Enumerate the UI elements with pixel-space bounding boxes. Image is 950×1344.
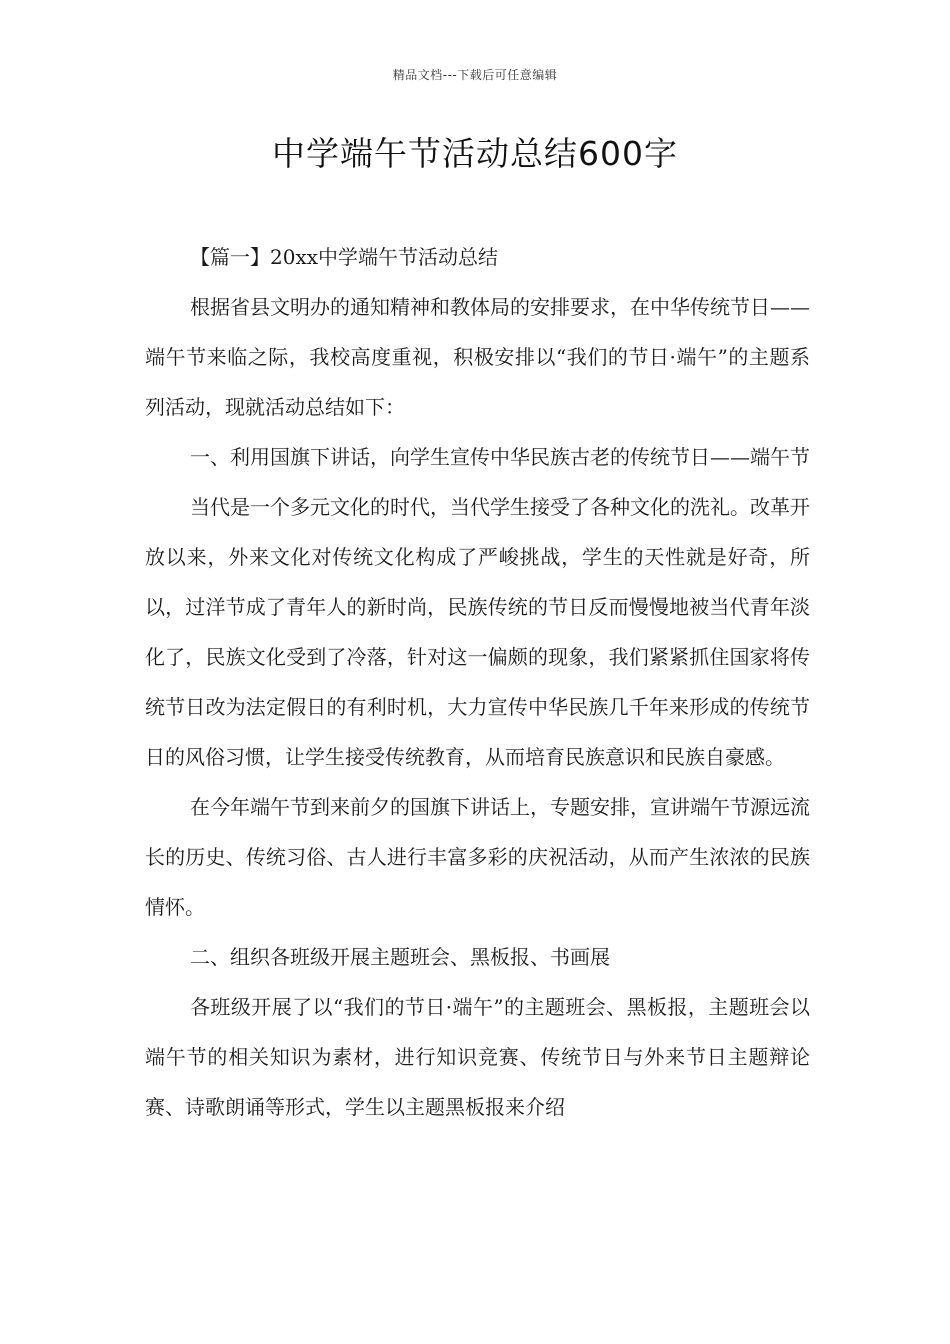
document-title: 中学端午节活动总结600字: [272, 134, 678, 173]
paragraph: 各班级开展了以“我们的节日·端午”的主题班会、黑板报，主题班会以端午节的相关知识为素材，进行知识竞赛、传统节日与外来节日主题辩论赛、诗歌朗诵等形式，学生以主题黑板报来介绍: [145, 995, 810, 1119]
section-heading: 一、利用国旗下讲话，向学生宣传中华民族古老的传统节日——端午节: [190, 445, 810, 469]
header-note: 精品文档---下载后可任意编辑: [392, 68, 558, 82]
document-body: [145, 232, 810, 1132]
section-heading: 二、组织各班级开展主题班会、黑板报、书画展: [190, 945, 610, 969]
paragraph: 当代是一个多元文化的时代，当代学生接受了各种文化的洗礼。改革开放以来，外来文化对传统文化构成了严峻挑战，学生的天性就是好奇，所以，过洋节成了青年人的新时尚，民族传统的节日反而慢慢地被当代青年淡化了，民族文化受到了冷落，针对这一偏颇的现象，我们紧紧抓住国家将传统节日改为法定假日的有利时机，大力宣传中华民族几千年来形成的传统节日的风俗习惯，让学生接受传统教育，从而培育民族意识和民族自豪感。: [145, 495, 810, 769]
paragraph: 在今年端午节到来前夕的国旗下讲话上，专题安排，宣讲端午节源远流长的历史、传统习俗、古人进行丰富多彩的庆祝活动，从而产生浓浓的民族情怀。: [145, 795, 810, 919]
section-heading: 【篇一】20xx中学端午节活动总结: [190, 245, 499, 269]
paragraph: 根据省县文明办的通知精神和教体局的安排要求，在中华传统节日——端午节来临之际，我校高度重视，积极安排以“我们的节日·端午”的主题系列活动，现就活动总结如下：: [145, 295, 810, 419]
